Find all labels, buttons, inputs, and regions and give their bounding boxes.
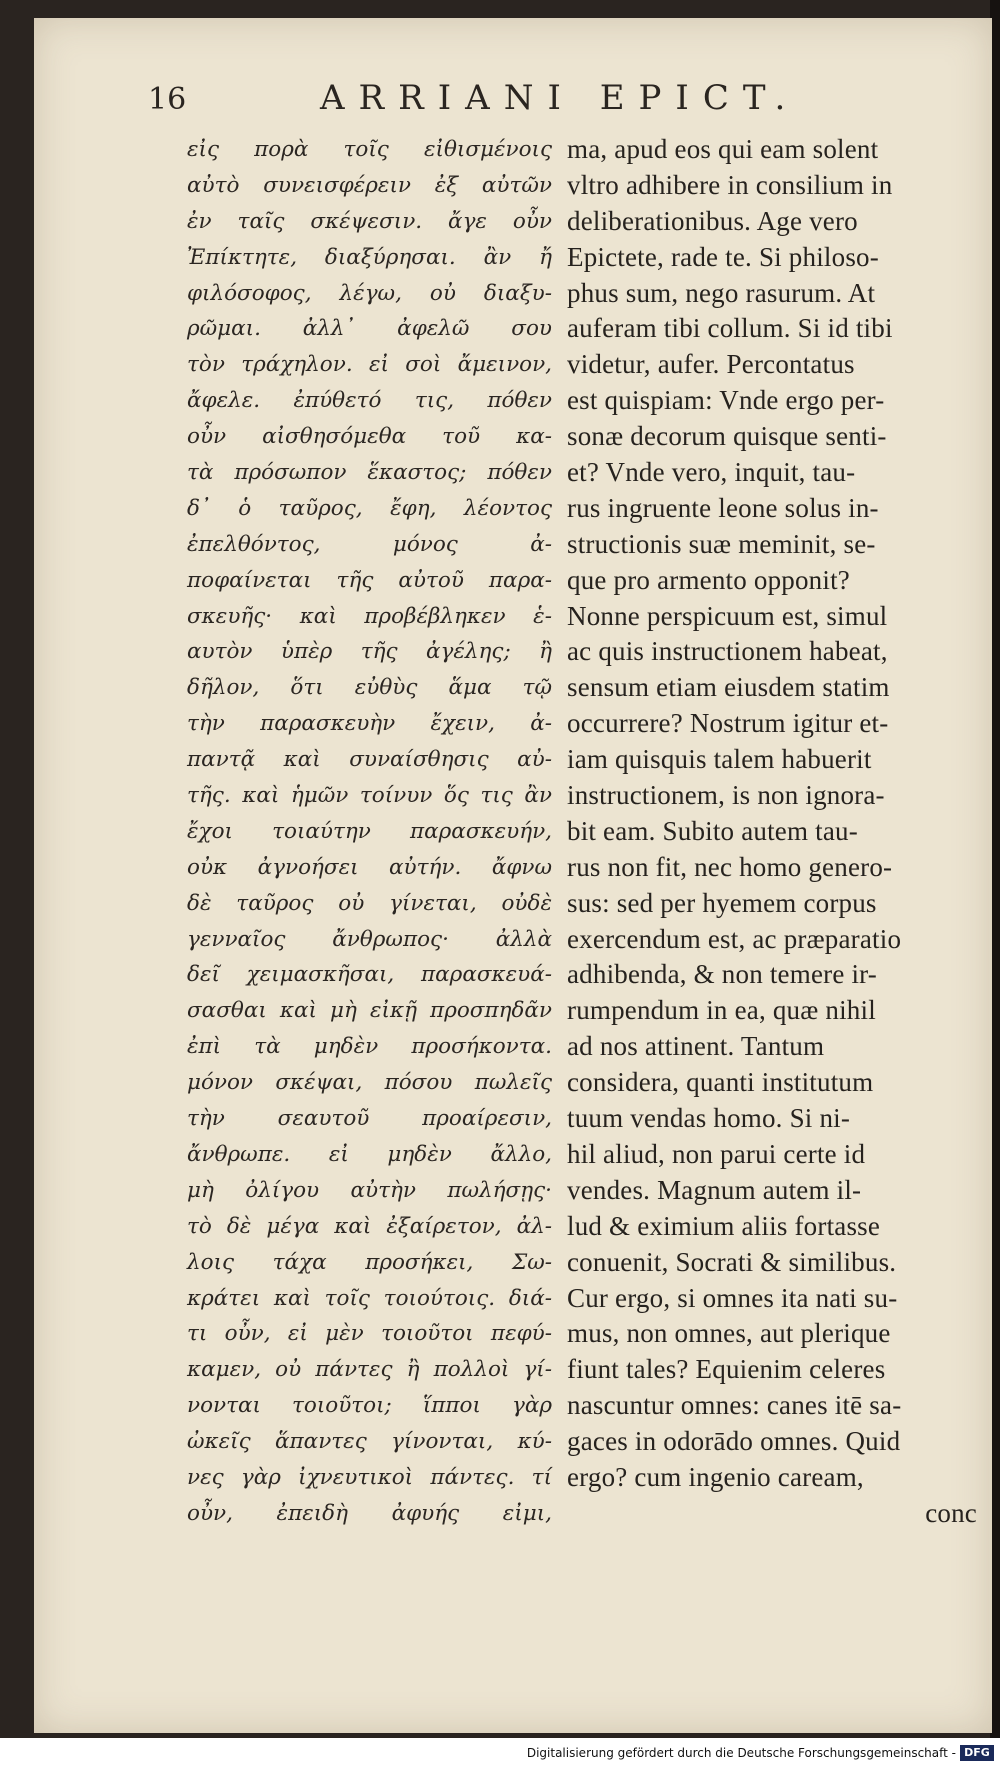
text-line: gaces in odorādo omnes. Quid bbox=[567, 1426, 901, 1457]
text-line: mus, non omnes, aut plerique bbox=[567, 1318, 891, 1349]
text-line: δὲ ταῦρος οὐ γίνεται, οὐδὲ bbox=[187, 890, 552, 916]
text-line: nascuntur omnes: canes itē sa- bbox=[567, 1390, 902, 1421]
text-line: hil aliud, non parui certe id bbox=[567, 1138, 866, 1169]
text-line: οὐκ ἀγνοήσει αὐτήν. ἄφνω bbox=[187, 854, 552, 880]
text-line: ἐπελθόντος, μόνος ἀ- bbox=[187, 531, 552, 557]
text-line: conuenit, Socrati & similibus. bbox=[567, 1246, 897, 1277]
text-line: αυτὸν ὑπὲρ τῆς ἀγέλης; ἢ bbox=[187, 639, 552, 665]
text-line: τῆς. καὶ ἡμῶν τοίνυν ὅς τις ἂν bbox=[187, 783, 552, 809]
text-line: ἐπὶ τὰ μηδὲν προσήκοντα. bbox=[187, 1034, 552, 1060]
text-line: τὰ πρόσωπον ἕκαστος; πόθεν bbox=[187, 460, 552, 486]
text-line: ma, apud eos qui eam solent bbox=[567, 134, 879, 164]
text-line: sonæ decorum quisque senti- bbox=[567, 421, 887, 452]
text-line: αὐτὸ συνεισφέρειν ἐξ αὐτῶν bbox=[187, 172, 552, 198]
text-line: sus: sed per hyemem corpus bbox=[567, 887, 877, 918]
dfg-logo: DFG bbox=[960, 1745, 994, 1761]
text-line: Cur ergo, si omnes ita nati su- bbox=[567, 1282, 898, 1313]
text-line: ergo? cum ingenio caream, bbox=[567, 1461, 864, 1492]
text-line: ἄνθρωπε. εἰ μηδὲν ἄλλο, bbox=[187, 1141, 552, 1167]
footer-bar bbox=[0, 1738, 1000, 1770]
text-line: que pro armento opponit? bbox=[567, 564, 850, 595]
text-line: rus non fit, nec homo genero- bbox=[567, 851, 893, 882]
text-line: τι οὖν, εἰ μὲν τοιοῦτοι πεφύ- bbox=[187, 1321, 552, 1347]
text-line: deliberationibus. Age vero bbox=[567, 205, 858, 236]
text-line: ad nos attinent. Tantum bbox=[567, 1031, 825, 1062]
text-line: οὖν αἰσθησόμεθα τοῦ κα- bbox=[187, 424, 552, 450]
greek-column bbox=[187, 132, 552, 1532]
text-line: instructionem, is non ignora- bbox=[567, 780, 885, 811]
text-line: bit eam. Subito autem tau- bbox=[567, 815, 858, 846]
text-line: auferam tibi collum. Si id tibi bbox=[567, 313, 893, 344]
text-line: sensum etiam eiusdem statim bbox=[567, 672, 890, 703]
text-line: ἐν ταῖς σκέψεσιν. ἄγε οὖν bbox=[187, 208, 552, 234]
text-line: considera, quanti institutum bbox=[567, 1067, 874, 1098]
text-line: κράτει καὶ τοῖς τοιούτοις. διά- bbox=[187, 1285, 552, 1311]
text-line: ποφαίνεται τῆς αὐτοῦ παρα- bbox=[187, 567, 552, 593]
text-line: γενναῖος ἄνθρωπος· ἀλλὰ bbox=[187, 926, 552, 952]
text-line: νες γὰρ ἰχνευτικοὶ πάντες. τί bbox=[187, 1464, 552, 1490]
text-line: δῆλον, ὅτι εὐθὺς ἅμα τῷ bbox=[187, 675, 552, 701]
text-line: ac quis instructionem habeat, bbox=[567, 636, 888, 667]
text-line: σασθαι καὶ μὴ εἰκῇ προσπηδᾶν bbox=[187, 998, 552, 1024]
latin-column bbox=[567, 132, 987, 1532]
text-line: τὴν σεαυτοῦ προαίρεσιν, bbox=[187, 1106, 552, 1132]
text-line: ρῶμαι. ἀλλ᾽ ἀφελῶ σου bbox=[187, 316, 552, 342]
text-line: Nonne perspicuum est, simul bbox=[567, 600, 888, 631]
text-line: φιλόσοφος, λέγω, οὐ διαξυ- bbox=[187, 280, 552, 306]
text-line: μόνον σκέψαι, πόσου πωλεῖς bbox=[187, 1070, 552, 1096]
page-number: 16 bbox=[148, 82, 187, 117]
text-line: τὸν τράχηλον. εἰ σοὶ ἄμεινον, bbox=[187, 352, 552, 378]
text-line: νονται τοιοῦτοι; ἵπποι γὰρ bbox=[187, 1393, 552, 1419]
text-line: τὸ δὲ μέγα καὶ ἐξαίρετον, ἀλ- bbox=[187, 1213, 552, 1239]
text-line: Ἐπίκτητε, διαξύρησαι. ἂν ἤ bbox=[187, 244, 552, 270]
text-line: μὴ ὀλίγου αὐτὴν πωλήσῃς· bbox=[187, 1177, 552, 1203]
text-line: vendes. Magnum autem il- bbox=[567, 1174, 862, 1205]
text-line: παντᾷ καὶ συναίσθησις αὐ- bbox=[187, 747, 552, 773]
text-line: videtur, aufer. Percontatus bbox=[567, 349, 855, 380]
text-line: οὖν, ἐπειδὴ ἀφυής εἰμι, bbox=[187, 1500, 552, 1526]
text-line: adhibenda, & non temere ir- bbox=[567, 959, 877, 990]
text-line: occurrere? Nostrum igitur et- bbox=[567, 708, 889, 739]
text-line: fiunt tales? Equienim celeres bbox=[567, 1354, 886, 1385]
text-line: ἔχοι τοιαύτην παρασκευήν, bbox=[187, 818, 552, 844]
text-line: est quispiam: Vnde ergo per- bbox=[567, 385, 885, 416]
text-line: et? Vnde vero, inquit, tau- bbox=[567, 457, 856, 488]
text-line: τὴν παρασκευὴν ἔχειν, ἀ- bbox=[187, 711, 552, 737]
text-line: ὠκεῖς ἅπαντες γίνονται, κύ- bbox=[187, 1429, 552, 1455]
text-line: structionis suæ meminit, se- bbox=[567, 528, 876, 559]
text-line: tuum vendas homo. Si ni- bbox=[567, 1103, 851, 1134]
text-line: rus ingruente leone solus in- bbox=[567, 492, 879, 523]
text-line: conc bbox=[925, 1497, 977, 1528]
text-line: ἄφελε. ἐπύθετό τις, πόθεν bbox=[187, 388, 552, 414]
text-line: σκευῆς· καὶ προβέβληκεν ἑ- bbox=[187, 603, 552, 629]
text-line: Epictete, rade te. Si philoso- bbox=[567, 241, 879, 272]
text-line: exercendum est, ac præparatio bbox=[567, 923, 902, 954]
text-line: δεῖ χειμασκῆσαι, παρασκευά- bbox=[187, 962, 552, 988]
text-line: καμεν, οὐ πάντες ἢ πολλοὶ γί- bbox=[187, 1357, 552, 1383]
text-line: iam quisquis talem habuerit bbox=[567, 744, 872, 775]
digitization-credit: Digitalisierung gefördert durch die Deutsche Forschungsgemeinschaft - bbox=[526, 1746, 956, 1760]
text-line: phus sum, nego rasurum. At bbox=[567, 277, 876, 308]
text-line: δ᾽ ὁ ταῦρος, ἔφη, λέοντος bbox=[187, 495, 552, 521]
running-head: ARRIANI EPICT. bbox=[320, 78, 800, 118]
text-line: vltro adhibere in consilium in bbox=[567, 169, 893, 200]
text-line: λοις τάχα προσήκει, Σω- bbox=[187, 1249, 552, 1275]
text-line: rumpendum in ea, quæ nihil bbox=[567, 995, 876, 1026]
text-line: lud & eximium aliis fortasse bbox=[567, 1210, 881, 1241]
text-line: εἰς πορὰ τοῖς εἰθισμένοις bbox=[187, 137, 552, 162]
